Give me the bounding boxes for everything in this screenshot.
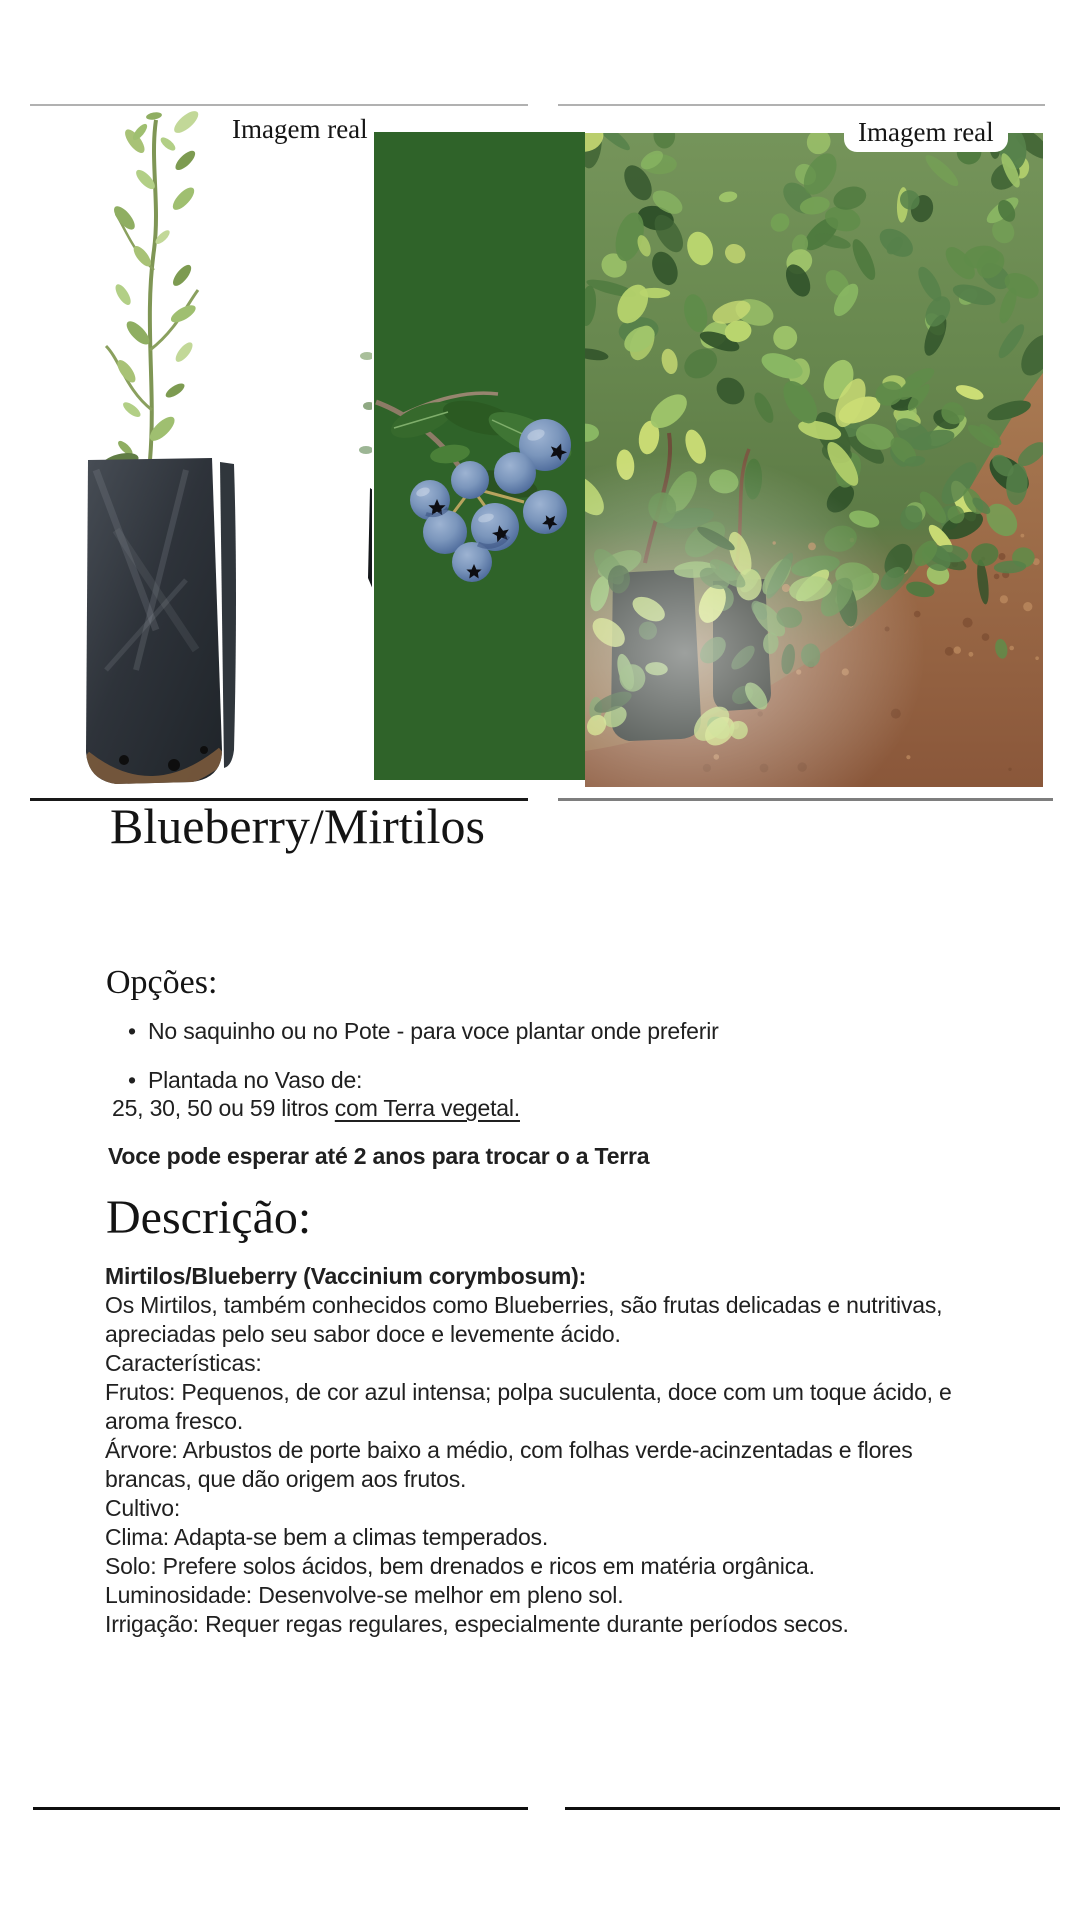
volume-underlined-text: com Terra vegetal.: [334, 1095, 520, 1121]
description-line: Clima: Adapta-se bem a climas temperados.: [105, 1524, 549, 1550]
description-line: Luminosidade: Desenvolve-se melhor em pleno sol.: [105, 1582, 624, 1608]
bushes-illustration: [585, 133, 1043, 787]
page-title: Blueberry/Mirtilos: [110, 798, 485, 854]
description-line: Irrigação: Requer regas regulares, especialmente durante períodos secos.: [105, 1611, 849, 1637]
description-line: brancas, que dão origem aos frutos.: [105, 1466, 467, 1492]
bottom-divider-left: [33, 1807, 528, 1810]
option-bullet-2: [128, 1066, 362, 1095]
option-bullet-1-label: No saquinho ou no Pote - para voce plantar onde preferir: [148, 1018, 719, 1044]
volume-prefix: 25, 30, 50 ou 59 litros: [112, 1095, 335, 1121]
description-line: Solo: Prefere solos ácidos, bem drenados e ricos em matéria orgânica.: [105, 1553, 815, 1579]
description-paragraph: [105, 1262, 1065, 1639]
seedling-photo: [36, 110, 372, 798]
description-line: Características:: [105, 1350, 262, 1376]
top-divider-left: [30, 104, 528, 106]
description-line: Árvore: Arbustos de porte baixo a médio, com folhas verde-acinzentadas e flores: [105, 1437, 913, 1463]
seedling-illustration: [36, 110, 372, 798]
green-panel: [374, 132, 585, 780]
bottom-divider-right: [565, 1807, 1060, 1810]
option-bullet-2-label: Plantada no Vaso de:: [148, 1067, 363, 1093]
options-heading: Opções:: [106, 964, 218, 1001]
description-line: apreciadas pelo seu sabor doce e levemente ácido.: [105, 1321, 621, 1347]
image-label-left: Imagem real: [232, 114, 368, 144]
description-heading: Descrição:: [106, 1191, 312, 1244]
description-line: Cultivo:: [105, 1495, 181, 1521]
description-lines: [105, 1291, 1065, 1639]
description-bold-line: Mirtilos/Blueberry (Vaccinium corymbosum):: [105, 1263, 587, 1289]
option-bullet-1: [128, 1017, 719, 1046]
mid-divider-right: [558, 798, 1053, 801]
blueberry-branch-illustration: [374, 132, 585, 780]
volume-line: [112, 1094, 520, 1123]
note-line: Voce pode esperar até 2 anos para trocar o a Terra: [108, 1143, 650, 1169]
description-line: aroma fresco.: [105, 1408, 244, 1434]
top-divider-right: [558, 104, 1045, 106]
description-line: Frutos: Pequenos, de cor azul intensa; polpa suculenta, doce com um toque ácido, e: [105, 1379, 952, 1405]
bushes-photo: [585, 133, 1043, 787]
bullet-dot-icon: •: [128, 1018, 137, 1044]
image-label-right: Imagem real: [858, 117, 994, 147]
description-line: Os Mirtilos, também conhecidos como Blueberries, são frutas delicadas e nutritivas,: [105, 1292, 943, 1318]
bullet-dot-icon: •: [128, 1067, 137, 1093]
image-label-right-pill: [844, 112, 1008, 152]
